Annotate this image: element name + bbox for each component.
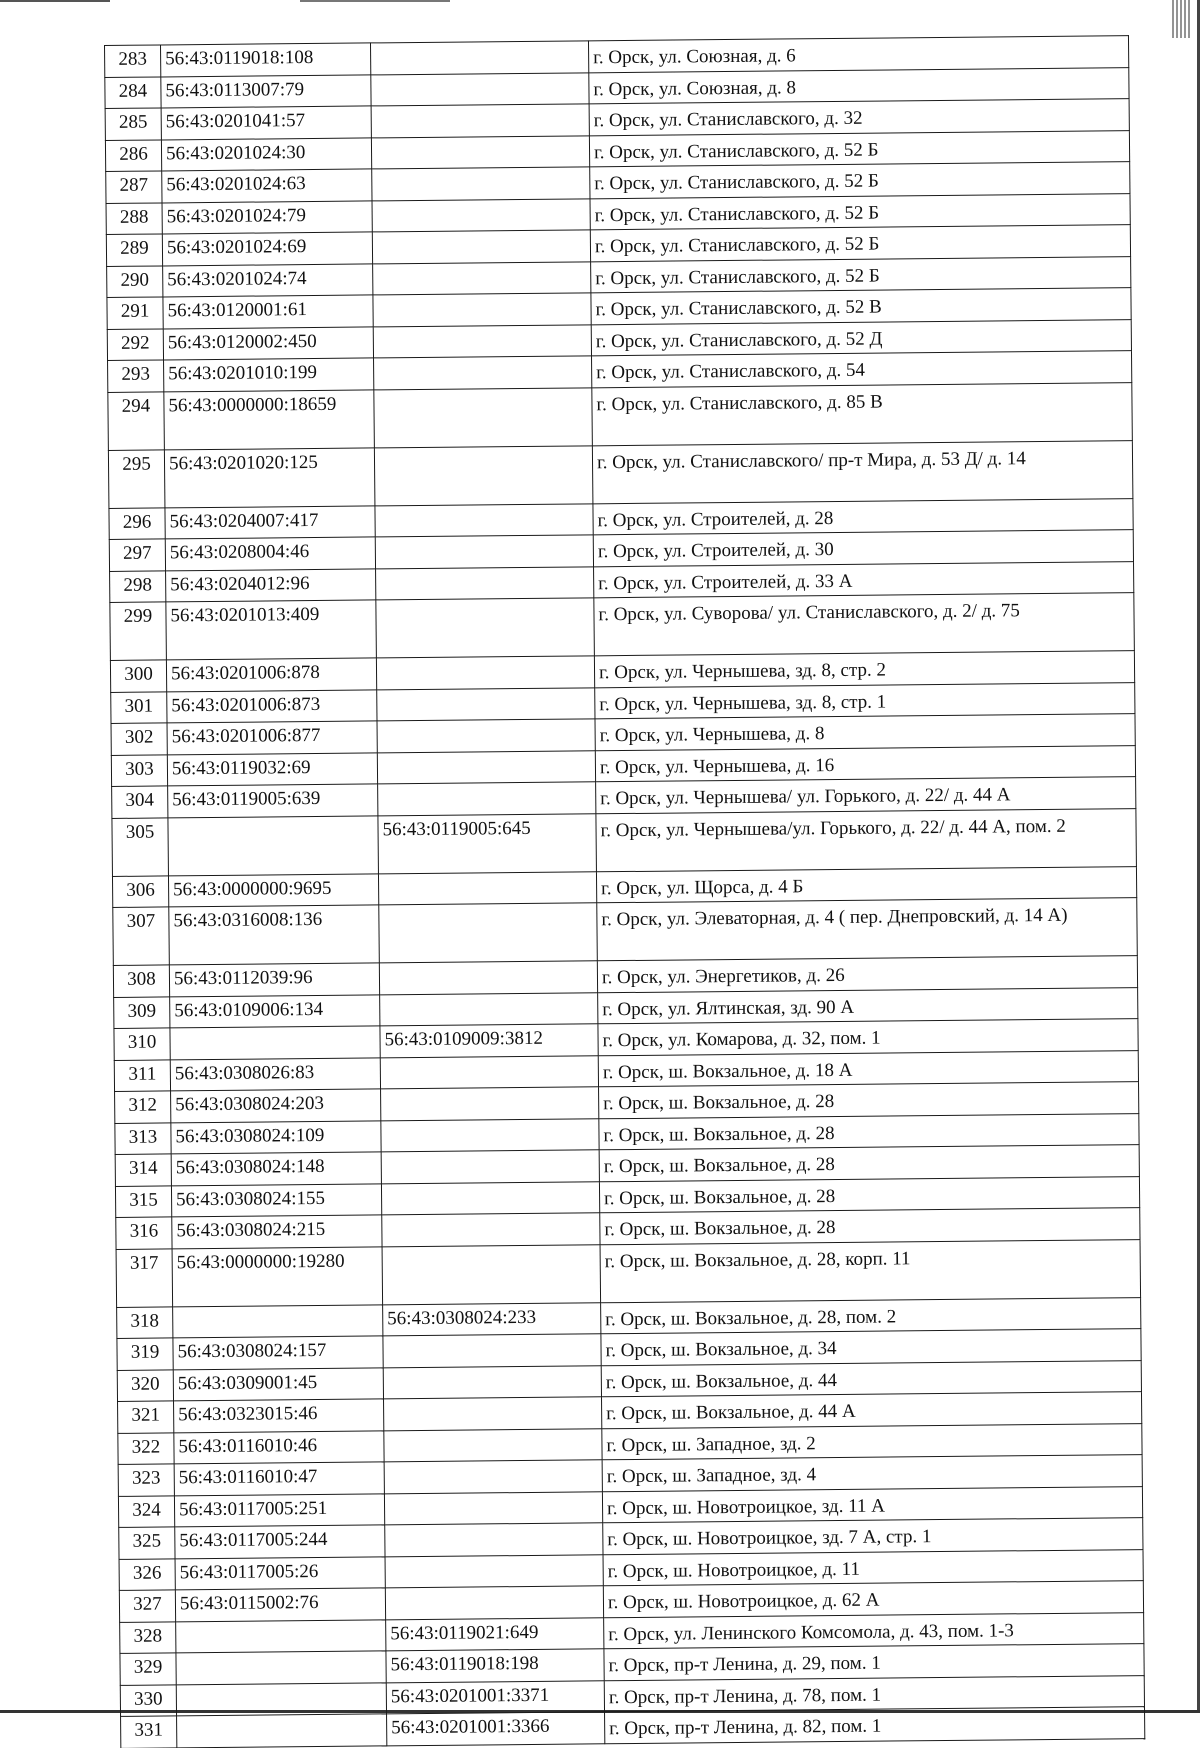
address-cell: г. Орск, ул. Станиславского, д. 85 В: [592, 382, 1133, 445]
building-cadastral-number-cell: 56:43:0308024:148: [171, 1152, 381, 1186]
building-cadastral-number-cell: 56:43:0308024:155: [171, 1183, 381, 1217]
row-number-cell: 288: [106, 202, 162, 234]
building-cadastral-number-cell: 56:43:0117005:244: [175, 1525, 385, 1559]
row-number-cell: 325: [119, 1527, 175, 1559]
premises-cadastral-number-cell: [378, 782, 596, 816]
building-cadastral-number-cell: 56:43:0120001:61: [163, 295, 373, 329]
premises-cadastral-number-cell: [376, 566, 594, 600]
address-cell: г. Орск, ул. Энергетиков, д. 26: [597, 956, 1137, 993]
row-number-cell: 304: [112, 786, 168, 818]
premises-cadastral-number-cell: [375, 503, 593, 537]
address-cell: г. Орск, ул. Чернышева/ул. Горького, д. 22/ д. 44 А, пом. 2: [596, 808, 1137, 871]
row-number-cell: 292: [107, 328, 163, 360]
premises-cadastral-number-cell: 56:43:0119005:645: [378, 813, 597, 873]
building-cadastral-number-cell: 56:43:0308026:83: [170, 1057, 380, 1091]
address-cell: г. Орск, ул. Ялтинская, зд. 90 А: [598, 987, 1138, 1024]
premises-cadastral-number-cell: [374, 445, 593, 505]
building-cadastral-number-cell: 56:43:0308024:203: [171, 1089, 381, 1123]
building-cadastral-number-cell: 56:43:0201006:878: [166, 658, 376, 692]
premises-cadastral-number-cell: [384, 1428, 602, 1462]
address-cell: г. Орск, ул. Чернышева/ ул. Горького, д. 22/ д. 44 А: [596, 777, 1136, 814]
row-number-cell: 283: [105, 45, 161, 77]
address-cell: г. Орск, ш. Вокзальное, д. 34: [601, 1329, 1141, 1366]
table-row: [113, 898, 1138, 966]
row-number-cell: 318: [117, 1306, 173, 1338]
premises-cadastral-number-cell: 56:43:0201001:3366: [387, 1712, 605, 1746]
registry-table-body: [105, 36, 1145, 1748]
building-cadastral-number-cell: 56:43:0201024:69: [162, 232, 372, 266]
premises-cadastral-number-cell: [384, 1397, 602, 1431]
premises-cadastral-number-cell: [381, 1087, 599, 1121]
address-cell: г. Орск, ш. Вокзальное, д. 18 А: [598, 1050, 1138, 1087]
address-cell: г. Орск, ул. Чернышева, зд. 8, стр. 1: [595, 682, 1135, 719]
row-number-cell: 311: [114, 1059, 170, 1091]
building-cadastral-number-cell: 56:43:0201041:57: [161, 106, 371, 140]
row-number-cell: 294: [108, 391, 165, 450]
address-cell: г. Орск, ш. Вокзальное, д. 28: [599, 1113, 1139, 1150]
building-cadastral-number-cell: 56:43:0204012:96: [166, 568, 376, 602]
address-cell: г. Орск, ш. Вокзальное, д. 28, корп. 11: [600, 1239, 1141, 1302]
row-number-cell: 286: [105, 139, 161, 171]
premises-cadastral-number-cell: [370, 41, 588, 75]
row-number-cell: 291: [107, 297, 163, 329]
row-number-cell: 320: [117, 1369, 173, 1401]
premises-cadastral-number-cell: 56:43:0308024:233: [383, 1302, 601, 1336]
address-cell: г. Орск, ш. Вокзальное, д. 28: [600, 1208, 1140, 1245]
building-cadastral-number-cell: 56:43:0117005:251: [174, 1493, 384, 1527]
premises-cadastral-number-cell: [379, 903, 598, 963]
premises-cadastral-number-cell: [373, 324, 591, 358]
address-cell: г. Орск, ул. Чернышева, д. 8: [595, 714, 1135, 751]
row-number-cell: 302: [111, 723, 167, 755]
row-number-cell: 293: [108, 360, 164, 392]
premises-cadastral-number-cell: [371, 72, 589, 106]
premises-cadastral-number-cell: [377, 750, 595, 784]
building-cadastral-number-cell: 56:43:0208004:46: [165, 537, 375, 571]
address-cell: г. Орск, ул. Станиславского, д. 52 Б: [589, 130, 1129, 167]
address-cell: г. Орск, пр-т Ленина, д. 82, пом. 1: [605, 1707, 1145, 1744]
row-number-cell: 298: [110, 570, 166, 602]
premises-cadastral-number-cell: [381, 1118, 599, 1152]
row-number-cell: 324: [118, 1495, 174, 1527]
building-cadastral-number-cell: 56:43:0309001:45: [173, 1367, 383, 1401]
premises-cadastral-number-cell: [385, 1554, 603, 1588]
address-cell: г. Орск, ш. Вокзальное, д. 44 А: [601, 1392, 1141, 1429]
row-number-cell: 319: [117, 1338, 173, 1370]
address-cell: г. Орск, ш. Западное, зд. 4: [602, 1455, 1142, 1492]
building-cadastral-number-cell: 56:43:0201013:409: [166, 600, 377, 660]
building-cadastral-number-cell: 56:43:0323015:46: [174, 1399, 384, 1433]
premises-cadastral-number-cell: [376, 598, 595, 658]
address-cell: г. Орск, ул. Суворова/ ул. Станиславского, д. 2/ д. 75: [594, 593, 1135, 656]
building-cadastral-number-cell: [176, 1682, 386, 1716]
building-cadastral-number-cell: 56:43:0316008:136: [169, 905, 380, 965]
scan-corner-mark: [1172, 0, 1190, 38]
row-number-cell: 322: [118, 1432, 174, 1464]
premises-cadastral-number-cell: [373, 261, 591, 295]
row-number-cell: 303: [111, 754, 167, 786]
table-row: [112, 808, 1137, 876]
premises-cadastral-number-cell: [384, 1491, 602, 1525]
row-number-cell: 307: [113, 907, 170, 966]
row-number-cell: 321: [118, 1401, 174, 1433]
row-number-cell: 317: [116, 1248, 173, 1307]
address-cell: г. Орск, ул. Станиславского, д. 52 Б: [590, 225, 1130, 262]
address-cell: г. Орск, ул. Станиславского, д. 32: [589, 99, 1129, 136]
premises-cadastral-number-cell: [373, 293, 591, 327]
row-number-cell: 331: [121, 1716, 177, 1748]
building-cadastral-number-cell: 56:43:0308024:109: [171, 1120, 381, 1154]
building-cadastral-number-cell: [177, 1714, 387, 1748]
row-number-cell: 308: [113, 965, 169, 997]
premises-cadastral-number-cell: [384, 1460, 602, 1494]
address-cell: г. Орск, ш. Вокзальное, д. 28: [599, 1176, 1139, 1213]
table-row: [108, 382, 1133, 450]
row-number-cell: 285: [105, 108, 161, 140]
building-cadastral-number-cell: 56:43:0116010:46: [174, 1430, 384, 1464]
building-cadastral-number-cell: 56:43:0117005:26: [175, 1556, 385, 1590]
premises-cadastral-number-cell: 56:43:0109009:3812: [380, 1024, 598, 1058]
building-cadastral-number-cell: 56:43:0201020:125: [164, 447, 375, 507]
premises-cadastral-number-cell: [371, 135, 589, 169]
building-cadastral-number-cell: 56:43:0000000:18659: [164, 389, 375, 449]
address-cell: г. Орск, ул. Чернышева, зд. 8, стр. 2: [594, 651, 1134, 688]
premises-cadastral-number-cell: [377, 719, 595, 753]
address-cell: г. Орск, ул. Элеваторная, д. 4 ( пер. Днепровский, д. 14 А): [597, 898, 1138, 961]
row-number-cell: 290: [107, 265, 163, 297]
row-number-cell: 312: [115, 1091, 171, 1123]
building-cadastral-number-cell: 56:43:0201024:79: [162, 200, 372, 234]
row-number-cell: 323: [118, 1464, 174, 1496]
building-cadastral-number-cell: 56:43:0113007:79: [161, 74, 371, 108]
building-cadastral-number-cell: [176, 1651, 386, 1685]
premises-cadastral-number-cell: 56:43:0119021:649: [386, 1617, 604, 1651]
row-number-cell: 329: [120, 1653, 176, 1685]
building-cadastral-number-cell: 56:43:0308024:215: [172, 1215, 382, 1249]
premises-cadastral-number-cell: [371, 104, 589, 138]
address-cell: г. Орск, ул. Станиславского, д. 52 Б: [590, 162, 1130, 199]
address-cell: г. Орск, ул. Станиславского, д. 52 Б: [591, 256, 1131, 293]
building-cadastral-number-cell: 56:43:0201010:199: [164, 358, 374, 392]
table-row: [116, 1239, 1141, 1307]
address-cell: г. Орск, ш. Новотроицкое, зд. 7 А, стр. 1: [603, 1518, 1143, 1555]
building-cadastral-number-cell: 56:43:0201006:873: [167, 689, 377, 723]
premises-cadastral-number-cell: [374, 387, 593, 447]
address-cell: г. Орск, ул. Союзная, д. 8: [589, 67, 1129, 104]
premises-cadastral-number-cell: [372, 198, 590, 232]
row-number-cell: 299: [110, 602, 167, 661]
address-cell: г. Орск, ул. Станиславского/ пр-т Мира, д. 53 Д/ д. 14: [592, 440, 1133, 503]
row-number-cell: 287: [106, 171, 162, 203]
address-cell: г. Орск, ш. Вокзальное, д. 28: [599, 1145, 1139, 1182]
premises-cadastral-number-cell: [372, 230, 590, 264]
property-registry-table: [104, 35, 1145, 1748]
address-cell: г. Орск, ул. Станиславского, д. 52 Б: [590, 193, 1130, 230]
address-cell: г. Орск, ул. Щорса, д. 4 Б: [596, 866, 1136, 903]
premises-cadastral-number-cell: [382, 1213, 600, 1247]
building-cadastral-number-cell: [170, 1026, 380, 1060]
table-row: [110, 593, 1135, 661]
address-cell: г. Орск, ш. Вокзальное, д. 28, пом. 2: [601, 1297, 1141, 1334]
premises-cadastral-number-cell: [382, 1244, 601, 1304]
address-cell: г. Орск, ул. Строителей, д. 33 А: [594, 561, 1134, 598]
address-cell: г. Орск, ул. Станиславского, д. 52 В: [591, 288, 1131, 325]
row-number-cell: 309: [114, 996, 170, 1028]
building-cadastral-number-cell: 56:43:0201024:74: [163, 263, 373, 297]
address-cell: г. Орск, ул. Станиславского, д. 52 Д: [591, 319, 1131, 356]
premises-cadastral-number-cell: [380, 1055, 598, 1089]
building-cadastral-number-cell: 56:43:0119032:69: [167, 752, 377, 786]
building-cadastral-number-cell: 56:43:0119018:108: [161, 43, 371, 77]
building-cadastral-number-cell: 56:43:0119005:639: [168, 784, 378, 818]
premises-cadastral-number-cell: [383, 1334, 601, 1368]
row-number-cell: 305: [112, 817, 169, 876]
premises-cadastral-number-cell: [381, 1181, 599, 1215]
address-cell: г. Орск, ул. Станиславского, д. 54: [592, 351, 1132, 388]
building-cadastral-number-cell: 56:43:0115002:76: [175, 1588, 385, 1622]
row-number-cell: 310: [114, 1028, 170, 1060]
address-cell: г. Орск, ш. Вокзальное, д. 44: [601, 1360, 1141, 1397]
row-number-cell: 326: [119, 1558, 175, 1590]
address-cell: г. Орск, ул. Комарова, д. 32, пом. 1: [598, 1019, 1138, 1056]
row-number-cell: 330: [120, 1684, 176, 1716]
premises-cadastral-number-cell: [372, 167, 590, 201]
premises-cadastral-number-cell: 56:43:0201001:3371: [386, 1680, 604, 1714]
premises-cadastral-number-cell: [380, 992, 598, 1026]
row-number-cell: 284: [105, 76, 161, 108]
row-number-cell: 306: [112, 875, 168, 907]
address-cell: г. Орск, ш. Новотроицкое, зд. 11 А: [602, 1486, 1142, 1523]
building-cadastral-number-cell: 56:43:0308024:157: [173, 1336, 383, 1370]
building-cadastral-number-cell: 56:43:0116010:47: [174, 1462, 384, 1496]
row-number-cell: 295: [108, 449, 165, 508]
premises-cadastral-number-cell: [381, 1150, 599, 1184]
row-number-cell: 296: [109, 507, 165, 539]
building-cadastral-number-cell: 56:43:0201024:30: [161, 137, 371, 171]
scan-edge-top: [0, 0, 110, 2]
building-cadastral-number-cell: 56:43:0120002:450: [163, 326, 373, 360]
premises-cadastral-number-cell: [378, 871, 596, 905]
row-number-cell: 316: [116, 1217, 172, 1249]
building-cadastral-number-cell: 56:43:0109006:134: [170, 994, 380, 1028]
premises-cadastral-number-cell: [383, 1365, 601, 1399]
row-number-cell: 300: [110, 660, 166, 692]
address-cell: г. Орск, ул. Союзная, д. 6: [588, 36, 1128, 73]
address-cell: г. Орск, ул. Строителей, д. 30: [593, 530, 1133, 567]
address-cell: г. Орск, ш. Западное, зд. 2: [602, 1423, 1142, 1460]
building-cadastral-number-cell: 56:43:0204007:417: [165, 505, 375, 539]
premises-cadastral-number-cell: [375, 535, 593, 569]
address-cell: г. Орск, ш. Новотроицкое, д. 62 А: [603, 1581, 1143, 1618]
premises-cadastral-number-cell: [376, 656, 594, 690]
row-number-cell: 289: [106, 234, 162, 266]
premises-cadastral-number-cell: [385, 1523, 603, 1557]
row-number-cell: 327: [119, 1590, 175, 1622]
premises-cadastral-number-cell: [385, 1586, 603, 1620]
address-cell: г. Орск, ул. Ленинского Комсомола, д. 43, пом. 1-3: [604, 1612, 1144, 1649]
row-number-cell: 301: [111, 691, 167, 723]
table-row: [108, 440, 1133, 508]
building-cadastral-number-cell: 56:43:0000000:19280: [172, 1246, 383, 1306]
address-cell: г. Орск, ш. Новотроицкое, д. 11: [603, 1549, 1143, 1586]
building-cadastral-number-cell: [168, 815, 379, 875]
building-cadastral-number-cell: 56:43:0201024:63: [162, 169, 372, 203]
row-number-cell: 328: [120, 1621, 176, 1653]
row-number-cell: 313: [115, 1122, 171, 1154]
scan-edge-top-fragment: [300, 0, 450, 2]
premises-cadastral-number-cell: 56:43:0119018:198: [386, 1649, 604, 1683]
address-cell: г. Орск, ш. Вокзальное, д. 28: [599, 1082, 1139, 1119]
building-cadastral-number-cell: [173, 1304, 383, 1338]
address-cell: г. Орск, пр-т Ленина, д. 29, пом. 1: [604, 1644, 1144, 1681]
premises-cadastral-number-cell: [377, 687, 595, 721]
premises-cadastral-number-cell: [379, 961, 597, 995]
row-number-cell: 314: [115, 1154, 171, 1186]
premises-cadastral-number-cell: [374, 356, 592, 390]
building-cadastral-number-cell: [176, 1619, 386, 1653]
address-cell: г. Орск, пр-т Ленина, д. 78, пом. 1: [604, 1675, 1144, 1712]
building-cadastral-number-cell: 56:43:0201006:877: [167, 721, 377, 755]
building-cadastral-number-cell: 56:43:0000000:9695: [168, 873, 378, 907]
row-number-cell: 297: [109, 539, 165, 571]
address-cell: г. Орск, ул. Чернышева, д. 16: [595, 745, 1135, 782]
address-cell: г. Орск, ул. Строителей, д. 28: [593, 498, 1133, 535]
building-cadastral-number-cell: 56:43:0112039:96: [169, 963, 379, 997]
row-number-cell: 315: [115, 1185, 171, 1217]
